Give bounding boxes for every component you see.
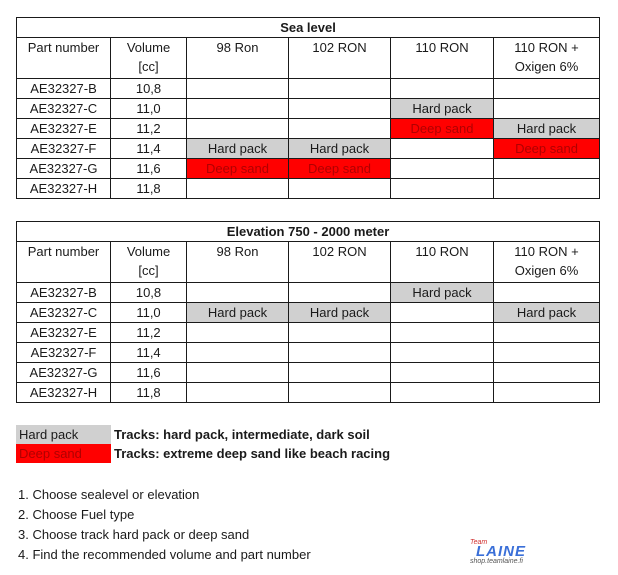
- table-body: [17, 283, 600, 403]
- col-header: 110 RON: [391, 38, 494, 79]
- fuel-cell-c98: [187, 179, 289, 199]
- fuel-cell-c110ox: [494, 179, 600, 199]
- part-number-cell: AE32327-B: [17, 79, 111, 99]
- volume-cell: 11,2: [111, 119, 187, 139]
- table-row: [17, 383, 600, 403]
- part-number-cell: AE32327-H: [17, 179, 111, 199]
- fuel-cell-c102: [289, 119, 391, 139]
- fuel-cell-c102: [289, 383, 391, 403]
- fuel-cell-c110ox: Hard pack: [494, 303, 600, 323]
- fuel-cell-c110: [391, 159, 494, 179]
- col-header: Part number: [17, 242, 111, 283]
- fuel-cell-c110ox: [494, 79, 600, 99]
- table-row: [17, 79, 600, 99]
- part-number-cell: AE32327-E: [17, 119, 111, 139]
- fuel-cell-c102: [289, 283, 391, 303]
- fuel-cell-c110: [391, 383, 494, 403]
- part-number-cell: AE32327-F: [17, 343, 111, 363]
- col-header: 102 RON: [289, 242, 391, 283]
- col-header: Part number: [17, 38, 111, 79]
- part-number-cell: AE32327-B: [17, 283, 111, 303]
- volume-cell: 11,4: [111, 343, 187, 363]
- hard-pack-description: Tracks: hard pack, intermediate, dark soil: [114, 427, 370, 442]
- fuel-cell-c102: Deep sand: [289, 159, 391, 179]
- table-body: [17, 79, 600, 199]
- fuel-cell-c98: [187, 99, 289, 119]
- col-header: 110 RON + Oxigen 6%: [494, 242, 600, 283]
- fuel-cell-c98: [187, 383, 289, 403]
- part-number-cell: AE32327-E: [17, 323, 111, 343]
- fuel-cell-c98: [187, 343, 289, 363]
- fuel-cell-c98: [187, 119, 289, 139]
- fuel-cell-c98: Hard pack: [187, 303, 289, 323]
- volume-cell: 10,8: [111, 79, 187, 99]
- fuel-cell-c110ox: Hard pack: [494, 119, 600, 139]
- table-row: [17, 139, 600, 159]
- part-number-cell: AE32327-G: [17, 159, 111, 179]
- part-number-cell: AE32327-F: [17, 139, 111, 159]
- header-row: [17, 242, 600, 283]
- fuel-cell-c98: [187, 363, 289, 383]
- part-number-cell: AE32327-G: [17, 363, 111, 383]
- table-row: [17, 99, 600, 119]
- volume-cell: 11,0: [111, 99, 187, 119]
- fuel-cell-c110: [391, 139, 494, 159]
- fuel-cell-c110: Hard pack: [391, 99, 494, 119]
- fuel-cell-c110ox: [494, 383, 600, 403]
- fuel-cell-c98: [187, 79, 289, 99]
- volume-cell: 11,0: [111, 303, 187, 323]
- part-number-cell: AE32327-C: [17, 303, 111, 323]
- fuel-cell-c110: [391, 343, 494, 363]
- fuel-cell-c102: [289, 323, 391, 343]
- col-header: 98 Ron: [187, 242, 289, 283]
- deep-sand-description: Tracks: extreme deep sand like beach racing: [114, 446, 391, 461]
- elevation-table: [16, 221, 600, 403]
- instruction-step: 4. Find the recommended volume and part number: [18, 547, 311, 562]
- fuel-cell-c110: Deep sand: [391, 119, 494, 139]
- volume-cell: 10,8: [111, 283, 187, 303]
- part-number-cell: AE32327-C: [17, 99, 111, 119]
- col-header: Volume [cc]: [111, 38, 187, 79]
- fuel-cell-c110ox: [494, 283, 600, 303]
- fuel-cell-c98: [187, 323, 289, 343]
- instruction-step: 2. Choose Fuel type: [18, 507, 135, 522]
- fuel-cell-c98: [187, 283, 289, 303]
- instructions-list: [18, 485, 311, 565]
- part-number-cell: AE32327-H: [17, 383, 111, 403]
- hard-pack-swatch: Hard pack: [16, 425, 111, 444]
- instruction-step: 1. Choose sealevel or elevation: [18, 487, 200, 502]
- table-row: [17, 343, 600, 363]
- volume-cell: 11,4: [111, 139, 187, 159]
- fuel-cell-c110: Hard pack: [391, 283, 494, 303]
- fuel-cell-c110ox: [494, 323, 600, 343]
- fuel-cell-c102: Hard pack: [289, 303, 391, 323]
- table-title: Sea level: [17, 18, 600, 38]
- col-header: Volume [cc]: [111, 242, 187, 283]
- fuel-cell-c110: [391, 363, 494, 383]
- team-laine-logo: [468, 539, 548, 573]
- fuel-cell-c98: Hard pack: [187, 139, 289, 159]
- fuel-cell-c110ox: [494, 363, 600, 383]
- col-header: 102 RON: [289, 38, 391, 79]
- fuel-cell-c98: Deep sand: [187, 159, 289, 179]
- fuel-cell-c110ox: [494, 159, 600, 179]
- table-row: [17, 179, 600, 199]
- col-header: 98 Ron: [187, 38, 289, 79]
- table-row: [17, 159, 600, 179]
- logo-brand-text: LAINE: [476, 543, 526, 560]
- col-header: 110 RON + Oxigen 6%: [494, 38, 600, 79]
- col-header: 110 RON: [391, 242, 494, 283]
- table-title: Elevation 750 - 2000 meter: [17, 222, 600, 242]
- volume-cell: 11,6: [111, 159, 187, 179]
- volume-cell: 11,2: [111, 323, 187, 343]
- header-row: [17, 38, 600, 79]
- fuel-cell-c102: [289, 343, 391, 363]
- fuel-cell-c110ox: [494, 343, 600, 363]
- fuel-cell-c110: [391, 323, 494, 343]
- volume-cell: 11,8: [111, 179, 187, 199]
- table-row: [17, 303, 600, 323]
- fuel-cell-c110ox: [494, 99, 600, 119]
- table-row: [17, 323, 600, 343]
- fuel-cell-c110: [391, 79, 494, 99]
- fuel-cell-c102: [289, 99, 391, 119]
- logo-team-text: Team: [470, 539, 488, 546]
- table-row: [17, 283, 600, 303]
- fuel-cell-c110: [391, 179, 494, 199]
- table-row: [17, 119, 600, 139]
- fuel-cell-c110ox: Deep sand: [494, 139, 600, 159]
- fuel-cell-c110: [391, 303, 494, 323]
- volume-cell: 11,8: [111, 383, 187, 403]
- logo-url-text: shop.teamlaine.fi: [470, 558, 523, 565]
- fuel-cell-c102: [289, 179, 391, 199]
- deep-sand-swatch: Deep sand: [16, 444, 111, 463]
- volume-cell: 11,6: [111, 363, 187, 383]
- fuel-cell-c102: [289, 79, 391, 99]
- sea-level-table: [16, 17, 600, 199]
- fuel-cell-c102: [289, 363, 391, 383]
- instruction-step: 3. Choose track hard pack or deep sand: [18, 527, 250, 542]
- fuel-cell-c102: Hard pack: [289, 139, 391, 159]
- table-row: [17, 363, 600, 383]
